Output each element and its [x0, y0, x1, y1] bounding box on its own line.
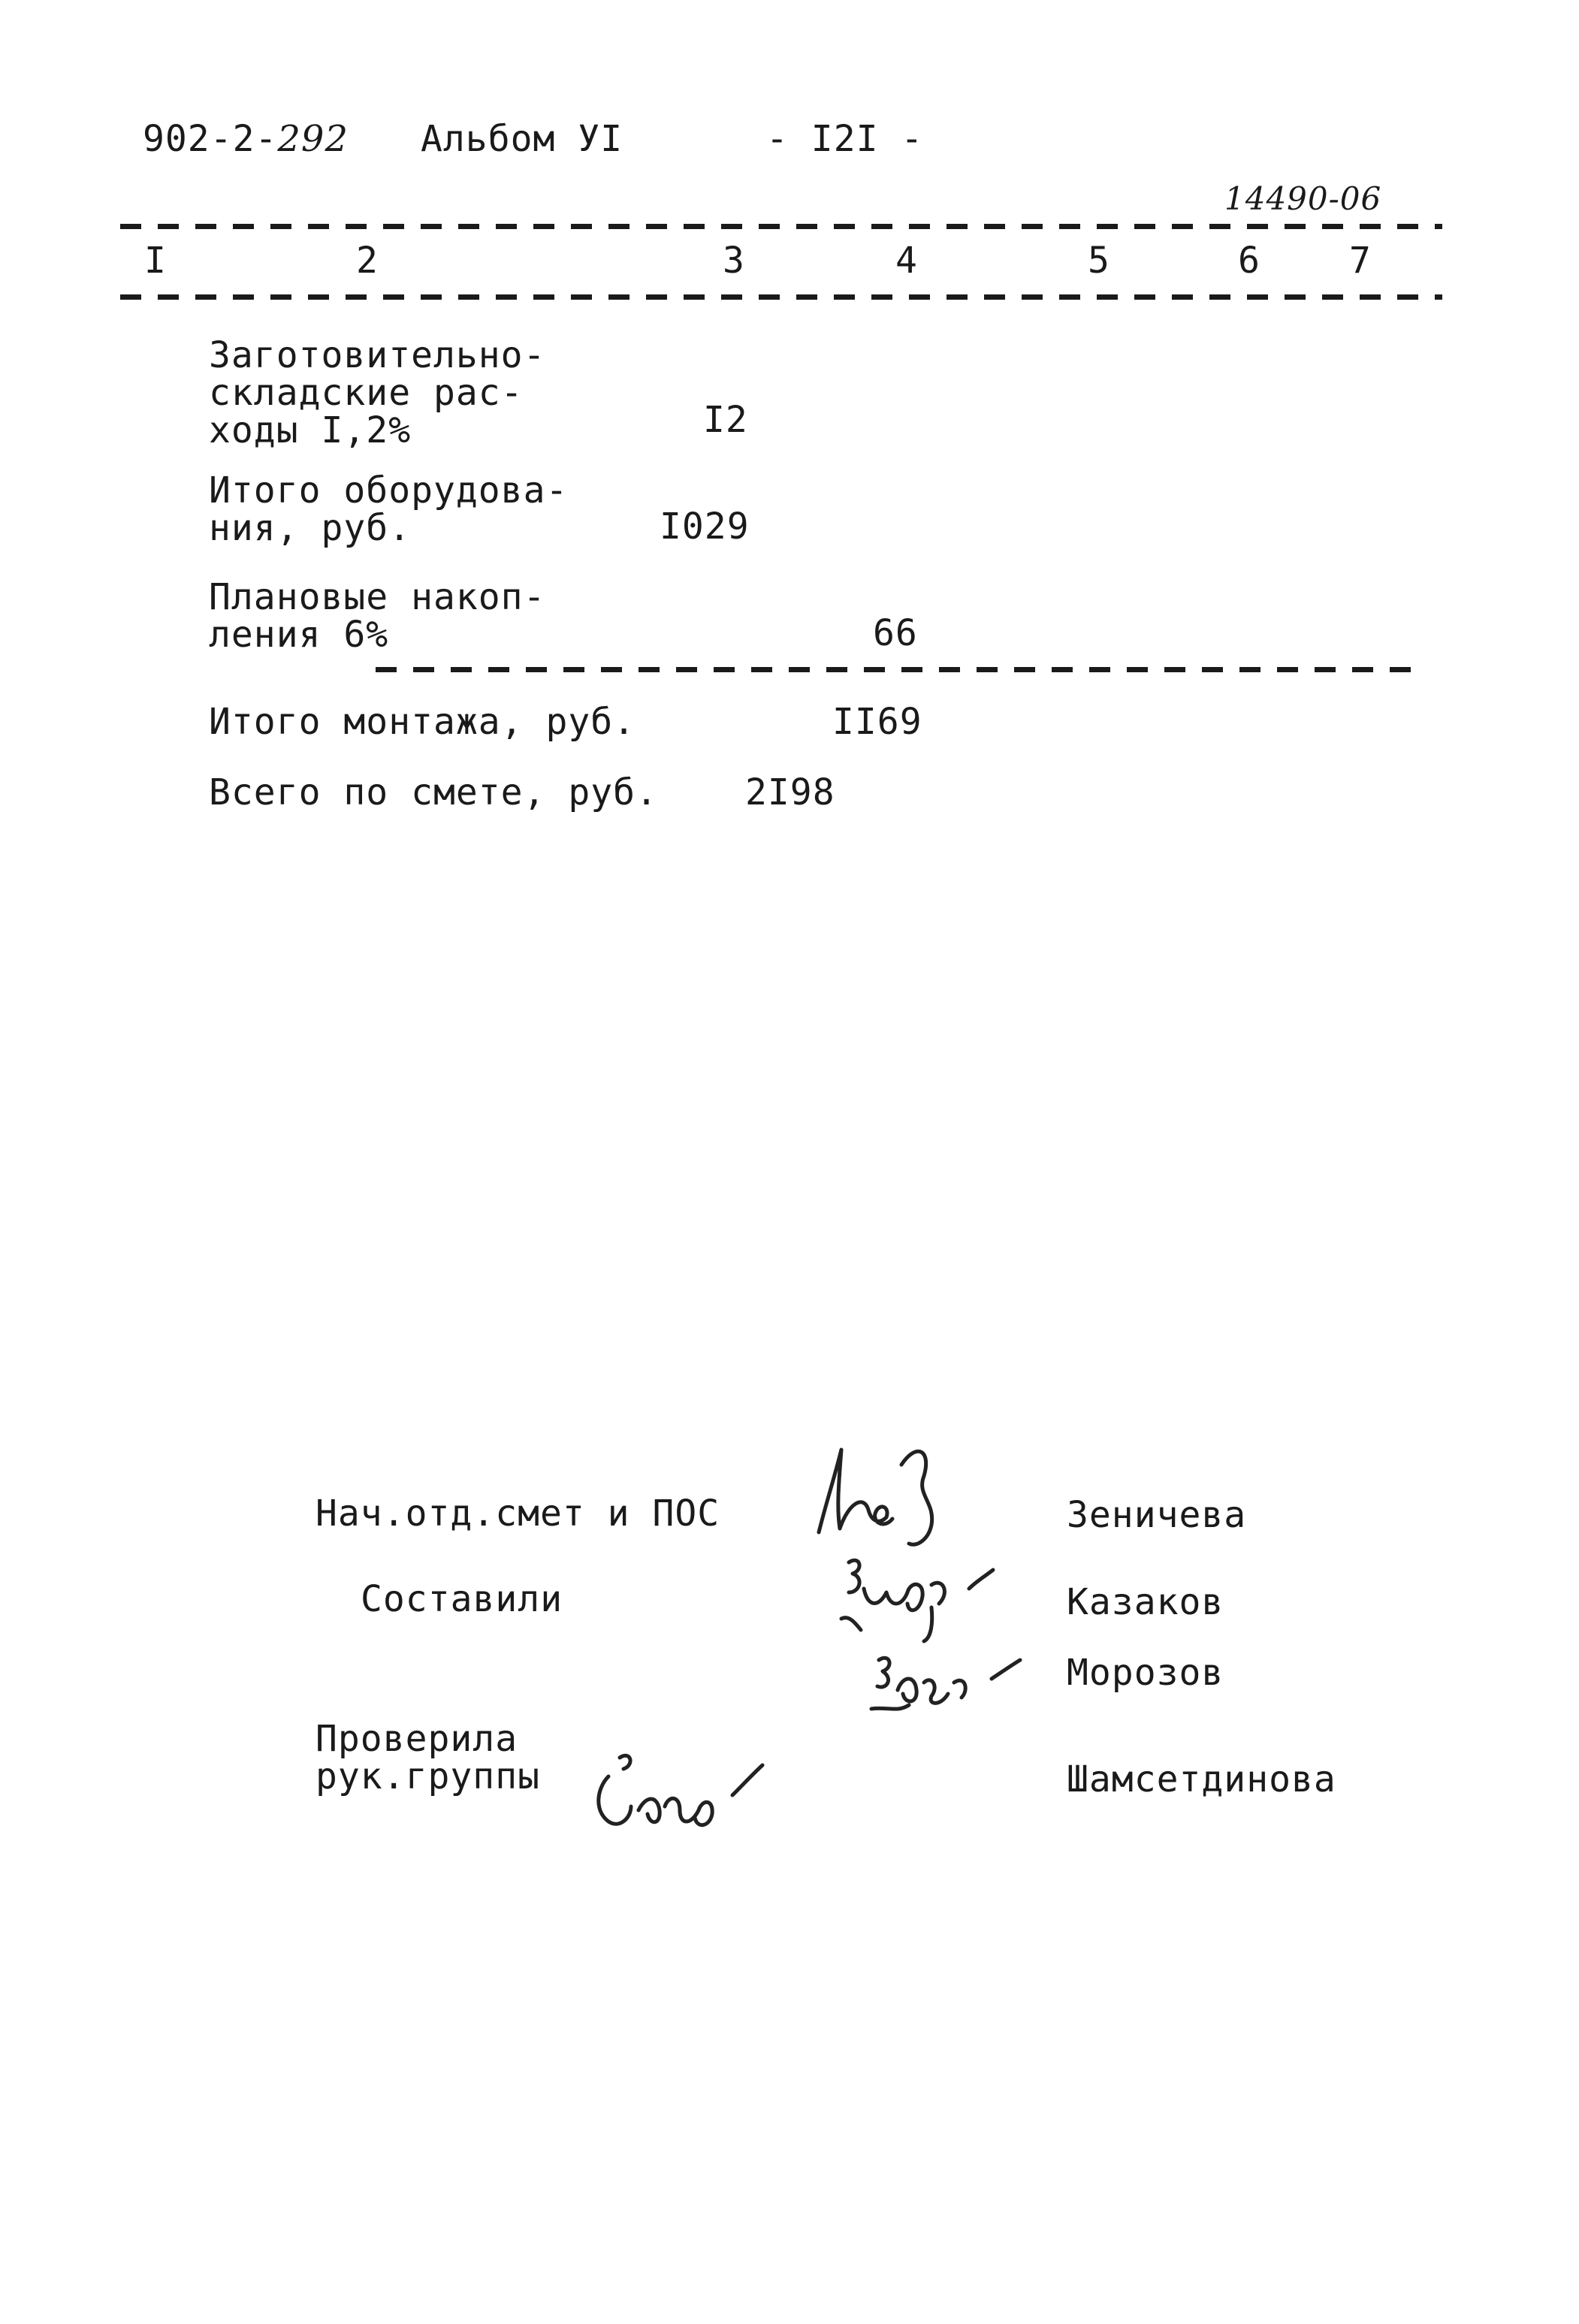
estimate-total-value: 2I98 — [745, 771, 835, 813]
album-label: Альбом УI — [421, 118, 623, 160]
row-label: Плановые накоп- ления 6% — [209, 576, 546, 656]
compiler-name-1: Казаков — [1067, 1581, 1224, 1623]
montage-total-label: Итого монтажа, руб. — [209, 701, 636, 743]
checker-name: Шамсетдинова — [1067, 1758, 1336, 1800]
column-header-5: 5 — [1088, 240, 1110, 282]
head-name: Зеничева — [1067, 1494, 1247, 1536]
table-top-rule — [120, 224, 1442, 229]
compiler-name-2: Морозов — [1067, 1652, 1224, 1694]
row-value-col3: I2 — [703, 399, 748, 441]
head-signature — [804, 1435, 954, 1555]
column-header-3: 3 — [723, 240, 745, 282]
compiler-1-signature — [819, 1547, 1014, 1645]
column-header-6: 6 — [1238, 240, 1260, 282]
document-code-prefix: 902-2- — [143, 118, 278, 160]
document-code — [143, 120, 349, 158]
column-header-7: 7 — [1349, 240, 1372, 282]
row-value-col3: I029 — [660, 506, 750, 548]
checker-signature — [578, 1743, 781, 1848]
page-number: - I2I - — [766, 118, 924, 160]
archive-stamp-number: 14490-06 — [1224, 180, 1382, 217]
row-label: Заготовительно- складские рас- ходы I,2% — [209, 334, 546, 451]
table-header-rule — [120, 294, 1442, 300]
estimate-total-label: Всего по смете, руб. — [209, 771, 658, 813]
subtotal-rule — [376, 667, 1427, 672]
document-code-handwritten: 292 — [277, 118, 349, 160]
column-header-2: 2 — [356, 240, 379, 282]
row-value-col4: 66 — [873, 612, 918, 654]
montage-total-value: II69 — [832, 701, 922, 743]
compiler-2-signature — [856, 1645, 1052, 1728]
checker-role: Проверила рук.группы — [315, 1718, 540, 1797]
head-role: Нач.отд.смет и ПОС — [315, 1492, 720, 1535]
column-header-1: I — [144, 240, 167, 282]
row-label: Итого оборудова- ния, руб. — [209, 469, 569, 549]
compilers-role: Составили — [361, 1578, 563, 1620]
column-header-4: 4 — [895, 240, 918, 282]
